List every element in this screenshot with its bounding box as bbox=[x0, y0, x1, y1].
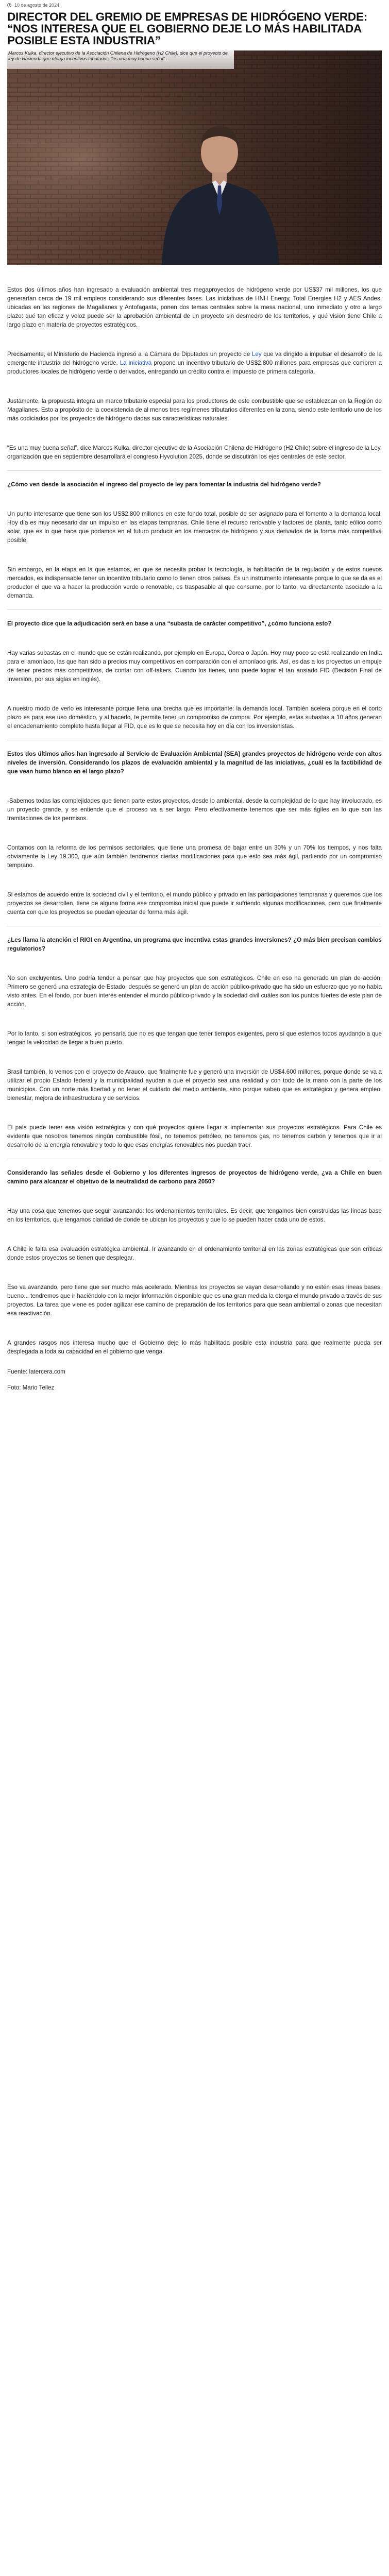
source-credit: Fuente: latercera.com bbox=[7, 1368, 65, 1375]
article-paragraph: Contamos con la reforma de los permisos sectoriales, que tiene una promesa de bajar entre un 30% y un 70% los tiempos, y nos falta obviamente la Ley 19.300, que aún también tendremos ciertas modificaciones para que esto sea más ágil, partiendo por un compromiso temprano. bbox=[7, 844, 382, 869]
paragraph-text: propone un incentivo tributario de US$2.800 millones para empresas que compren a productores locales de hidrógeno verde o derivados, entregando un crédito contra el impuesto de primera categoría. bbox=[7, 360, 382, 375]
publish-date: 10 de agosto de 2024 bbox=[14, 3, 60, 8]
iniciativa-link[interactable]: La iniciativa bbox=[120, 360, 152, 366]
paragraph-text: Precisamente, el Ministerio de Hacienda ingresó a la Cámara de Diputados un proyecto de bbox=[7, 351, 252, 358]
article-paragraph: Sin embargo, en la etapa en la que estamos, en que se necesita probar la tecnología, la habilitación de la regulación y de estos nuevos mercados, es indispensable tener un incentivo tributario como lo tienen otros países. Es un instrumento interesante porque lo que se da es el productor el que va a hacer la producción verde o renovable, es traspasable al que consume, por lo tanto, va directamente asociado a la demanda. bbox=[7, 566, 382, 599]
article-paragraph: Eso va avanzando, pero tiene que ser mucho más acelerado. Mientras los proyectos se vayan desarrollando y no estén esas líneas bases, bueno... tendremos que ir haciéndolo con la mejor información disponible que es una gran medida la otorga el mundo privado a través de sus proyectos. La tarea que viene es poder agilizar ese camino de preparación de los territorios para que sean ambiental o zonas que necesitan esa reactivación. bbox=[7, 1284, 382, 1317]
question-separator bbox=[7, 609, 382, 610]
article-paragraph: A Chile le falta esa evaluación estratégica ambiental. Ir avanzando en el ordenamiento territorial en las zonas estratégicas que son críticas donde estos proyectos se tienen que desplegar. bbox=[7, 1246, 382, 1261]
article-paragraph: Estos dos últimos años han ingresado a evaluación ambiental tres megaproyectos de hidrógeno verde por US$37 mil millones, los que generarían cerca de 19 mil empleos considerando sus diferentes fases. Las iniciativas de HNH Energy, Total Energies H2 y AES Andes, ubicadas en las regiones de Magallanes y Antofagasta, ponen dos temas centrales sobre la mesa nacional, uno inmediato y otro a largo plazo: qué tan eficaz y veloz puede ser la aprobación ambiental de un proyecto sin desmedro de los territorios, y qué visión tiene Chile a largo plazo en materia de proyectos estratégicos. bbox=[7, 286, 382, 328]
article-paragraph bbox=[7, 350, 382, 376]
interview-question: ¿Cómo ven desde la asociación el ingreso del proyecto de ley para fomentar la industria del hidrógeno verde? bbox=[7, 481, 321, 488]
article-headline: DIRECTOR DEL GREMIO DE EMPRESAS DE HIDRÓGENO VERDE: “NOS INTERESA QUE EL GOBIERNO DEJE LO MÁS HABILITADA POSIBLE ESTA INDUSTRIA” bbox=[7, 10, 368, 47]
article-paragraph: No son excluyentes. Uno podría tender a pensar que hay proyectos que son estratégicos. Chile en eso ha generado un plan de acción. Primero se generó una estrategia de Estado, después se generó un plan de acción público-privado que ha sido un esfuerzo que yo no había visto antes. En el fondo, por buen interés entender el mundo público-privado y la sociedad civil cuáles son los puntos fuertes de este plan de acción. bbox=[7, 975, 382, 1008]
article-paragraph: Por lo tanto, si son estratégicos, yo pensaría que no es que tengan que tener tiempos exigentes, pero sí que estemos todos ayudando a que tengan la velocidad de llegar a buen puerto. bbox=[7, 1030, 382, 1046]
article-paragraph: Hay una cosa que tenemos que seguir avanzando: los ordenamientos territoriales. Es decir, que tengamos bien construidas las líneas base en los territorios, que tengamos claridad de donde se ubican los proyectos y que lo se pueden hacer cada uno de estos. bbox=[7, 1208, 382, 1223]
article-footer bbox=[7, 1367, 382, 1392]
hero-photo bbox=[7, 50, 382, 265]
article-paragraph: A nuestro modo de verlo es interesante porque llena una brecha que es importante: la demanda local. También acelera porque en el corto plazo es para ese uso doméstico, y al hacerlo, te permite tener un compromiso de compra. Por ejemplo, estas subastas a 10 años generan el encadenamiento completo hasta llegar al FID, que es lo que se necesita hoy en día con los inversionistas. bbox=[7, 705, 382, 730]
photo-credit: Foto: Mario Tellez bbox=[7, 1384, 55, 1391]
clock-icon bbox=[7, 3, 11, 7]
article-paragraph: “Es una muy buena señal”, dice Marcos Kulka, director ejecutivo de la Asociación Chilena de Hidrógeno (H2 Chile) sobre el ingreso de la Ley, organización que en septiembre desarrollará el congreso Hyvolution 2025, donde se discutirán los ejes centrales de este sector. bbox=[7, 445, 382, 460]
article-paragraph: -Sabemos todas las complejidades que tienen parte estos proyectos, desde lo ambiental, desde la complejidad de lo que hay involucrado, es un proyecto grande, y se entiende que el proceso va a ser largo. Pero efectivamente tenemos que ser más ágiles en lo que son las tramitaciones de los permisos. bbox=[7, 798, 382, 822]
interview-question: Considerando las señales desde el Gobierno y los diferentes ingresos de proyectos de hidrógeno verde, ¿va a Chile en buen camino para alcanzar el objetivo de la neutralidad de carbono para 2050? bbox=[7, 1170, 382, 1185]
article-paragraph: Un punto interesante que tiene son los US$2.800 millones en este fondo total, posible de ser asignado para el fomento a la demanda local. Hoy día es muy necesario dar un impulso en las etapas tempranas. Chile tiene el recurso renovable y factores de planta, tanto eólico como solar, que es lo que hace que podamos en el futuro producir en los mercados de hidrógeno y sus derivados de la forma más competitiva posible. bbox=[7, 511, 382, 544]
interview-question: ¿Les llama la atención el RIGI en Argentina, un programa que incentiva estas grandes inversiones? ¿O más bien precisan cambios regulatorios? bbox=[7, 937, 382, 952]
article-paragraph: Hay varias subastas en el mundo que se están realizando, por ejemplo en Europa, Corea o Japón. Hoy muy poco se está realizando en India para el amoníaco, las que han sido a precios muy competitivos en comparación con el amoníaco gris. Así, es das a los proyectos un empuje de tener precios más competitivos, de contar con off-takers. Cuando los tienes, uno puede lograr el tan ansiado FID (Decisión Final de Inversión, por sus siglas en inglés). bbox=[7, 650, 382, 683]
question-separator bbox=[7, 470, 382, 471]
hero-photo-illustration bbox=[7, 50, 382, 265]
article-paragraph: Si estamos de acuerdo entre la sociedad civil y el territorio, el mundo público y privado en las participaciones tempranas y queremos que los proyectos se desarrollen, tiene de alguna forma ese compromiso inicial que puede ir sufriendo algunas modificaciones, pero que finalmente cuenta con que los proyectos se puedan ejecutar de forma más ágil. bbox=[7, 891, 382, 916]
paragraph-text: que va dirigido a impulsar el desarrollo de la emergente industria del hidrógeno verde. bbox=[7, 351, 382, 366]
article-paragraph: A grandes rasgos nos interesa mucho que el Gobierno deje lo más habilitada posible esta industria para que realmente pueda ser desplegada a toda su capacidad en el gobierno que venga. bbox=[7, 1340, 382, 1355]
article-paragraph: Brasil también, lo vemos con el proyecto de Arauco, que finalmente fue y generó una inversión de US$4.600 millones, porque donde se va a utilizar el propio Estado federal y la municipalidad ayudan a que el proyecto sea una realidad y con todo de la mano con la parte de los municipios. Con un norte más libertad y no tener el cuidado del medio ambiente, sino porque saben que es estratégico y genera empleo, bienestar, mejora de infraestructura y de servicios. bbox=[7, 1069, 382, 1101]
article-body bbox=[7, 285, 382, 1356]
article-paragraph: El país puede tener esa visión estratégica y con qué proyectos quiere llegar a implementar sus proyectos estratégicos. Para Chile es evidente que nosotros tenemos ningún combustible fósil, no tenemos petróleo, no tenemos gas, no tenemos carbón y tenemos que ir al desarrollo de la energía renovable y todo lo que esas energías renovables nos puedan traer. bbox=[7, 1124, 382, 1148]
article-paragraph: Justamente, la propuesta integra un marco tributario especial para los productores de este combustible que se establezcan en la Región de Magallanes. Esto a propósito de la coexistencia de al menos tres regímenes tributarios diferentes en la zona, siendo este territorio uno de los más codiciados por los proyectos de hidrógeno dadas sus características naturales. bbox=[7, 398, 382, 422]
interview-question: El proyecto dice que la adjudicación será en base a una “subasta de carácter competitivo”, ¿cómo funciona esto? bbox=[7, 620, 332, 627]
dateline bbox=[7, 0, 382, 10]
ley-link[interactable]: Ley bbox=[251, 351, 262, 358]
interview-question: Estos dos últimos años han ingresado al Servicio de Evaluación Ambiental (SEA) grandes proyectos de hidrógeno verde con altos niveles de inversión. Considerando los plazos de evaluación ambiental y la magnitud de las iniciativas, ¿cuál es la factibilidad de que vean humo blanco en el largo plazo? bbox=[7, 751, 382, 775]
photo-caption: Marcos Kulka, director ejecutivo de la Asociación Chilena de Hidrógeno (H2 Chile), dice que el proyecto de ley de Hacienda que otorga incentivos tributarios, “es una muy buena señal”. bbox=[8, 50, 228, 61]
